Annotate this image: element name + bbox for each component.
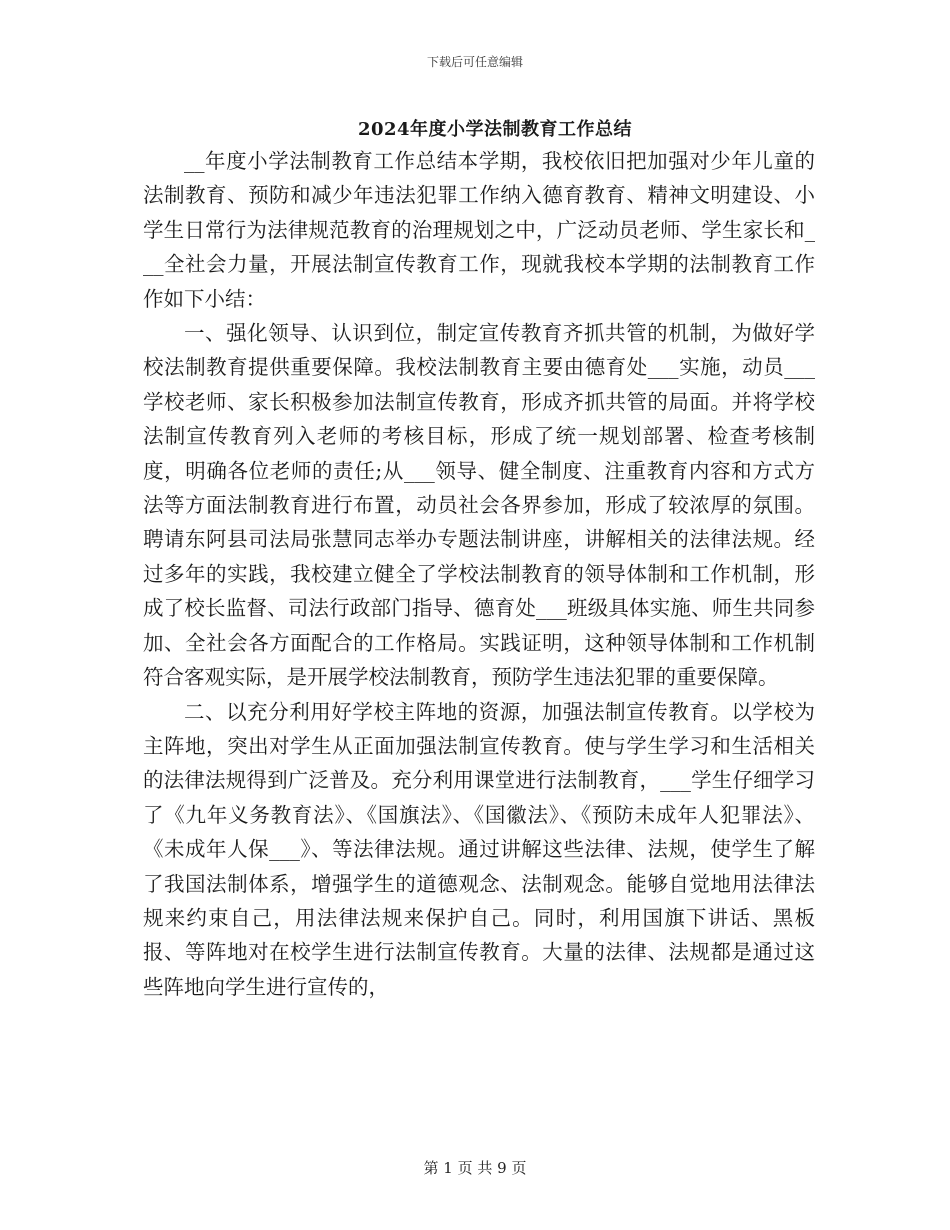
paragraph-section-1: 一、强化领导、认识到位，制定宣传教育齐抓共管的机制，为做好学校法制教育提供重要保障。我校法制教育主要由德育处___实施，动员___学校老师、家长积极参加法制宣传教育，形成齐抓共管的局面。并将学校法制宣传教育列入老师的考核目标，形成了统一规划部署、检查考核制度，明确各位老师的责任;从___领导、健全制度、注重教育内容和方式方法等方面法制教育进行布置，动员社会各界参加，形成了较浓厚的氛围。聘请东阿县司法局张慧同志举办专题法制讲座，讲解相关的法律法规。经过多年的实践，我校建立健全了学校法制教育的领导体制和工作机制，形成了校长监督、司法行政部门指导、德育处___班级具体实施、师生共同参加、全社会各方面配合的工作格局。实践证明，这种领导体制和工作机制符合客观实际，是开展学校法制教育，预防学生违法犯罪的重要保障。 (143, 321, 815, 690)
paragraph-section-2: 二、以充分利用好学校主阵地的资源，加强法制宣传教育。以学校为主阵地，突出对学生从正面加强法制宣传教育。使与学生学习和生活相关的法律法规得到广泛普及。充分利用课堂进行法制教育，___学生仔细学习了《九年义务教育法》、《国旗法》、《国徽法》、《预防未成年人犯罪法》、《未成年人保___》、等法律法规。通过讲解这些法律、法规，使学生了解了我国法制体系，增强学生的道德观念、法制观念。能够自觉地用法律法规来约束自己，用法律法规来保护自己。同时，利用国旗下讲话、黑板报、等阵地对在校学生进行法制宣传教育。大量的法律、法规都是通过这些阵地向学生进行宣传的， (143, 699, 815, 999)
page-number: 第 1 页 共 9 页 (423, 1159, 527, 1177)
document-body (143, 144, 815, 1004)
download-note: 下载后可任意编辑 (426, 55, 523, 69)
paragraph-intro: __年度小学法制教育工作总结本学期，我校依旧把加强对少年儿童的法制教育、预防和减少年违法犯罪工作纳入德育教育、精神文明建设、小学生日常行为法律规范教育的治理规划之中，广泛动员老师、学生家长和___全社会力量，开展法制宣传教育工作，现就我校本学期的法制教育工作作如下小结： (143, 149, 815, 311)
document-title: 2024年度小学法制教育工作总结 (357, 119, 633, 140)
